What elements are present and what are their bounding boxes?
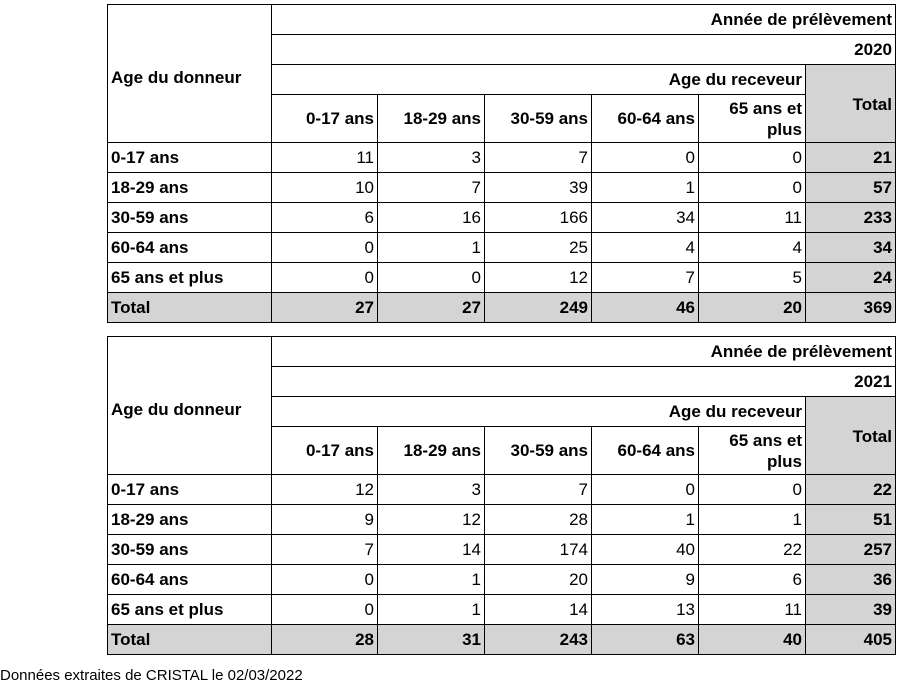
cell-value: 14 (485, 595, 592, 625)
column-total: 31 (378, 625, 485, 655)
cell-value: 34 (592, 203, 699, 233)
row-label: 30-59 ans (108, 203, 272, 233)
cell-value: 0 (272, 595, 378, 625)
cell-value: 12 (378, 505, 485, 535)
column-total: 20 (699, 293, 806, 323)
row-total: 36 (806, 565, 896, 595)
table-row (108, 595, 896, 625)
year-caption: Année de prélèvement (272, 5, 896, 35)
row-label: 0-17 ans (108, 475, 272, 505)
cell-value: 0 (699, 143, 806, 173)
column-header: 30-59 ans (485, 427, 592, 475)
cell-value: 10 (272, 173, 378, 203)
row-label: 65 ans et plus (108, 595, 272, 625)
column-total: 28 (272, 625, 378, 655)
donor-age-label: Age du donneur (111, 68, 242, 87)
table-row (108, 173, 896, 203)
column-header: 30-59 ans (485, 95, 592, 143)
donor-age-header (108, 5, 272, 143)
cell-value: 28 (485, 505, 592, 535)
total-row (108, 625, 896, 655)
total-row (108, 293, 896, 323)
cell-value: 13 (592, 595, 699, 625)
row-total: 34 (806, 233, 896, 263)
source-note: Données extraites de CRISTAL le 02/03/2022 (0, 667, 303, 684)
cell-value: 7 (485, 475, 592, 505)
table-row (108, 143, 896, 173)
column-total: 243 (485, 625, 592, 655)
year-caption: Année de prélèvement (272, 337, 896, 367)
column-header: 18-29 ans (378, 427, 485, 475)
cell-value: 0 (699, 173, 806, 203)
cell-value: 1 (592, 173, 699, 203)
row-total: 22 (806, 475, 896, 505)
cell-value: 0 (272, 263, 378, 293)
row-label: 18-29 ans (108, 505, 272, 535)
column-header: 65 ans et plus (699, 427, 806, 475)
column-header: 0-17 ans (272, 95, 378, 143)
row-total: 257 (806, 535, 896, 565)
row-total: 51 (806, 505, 896, 535)
column-total: 46 (592, 293, 699, 323)
total-row-label: Total (108, 625, 272, 655)
recipient-age-label: Age du receveur (272, 397, 806, 427)
column-header: 0-17 ans (272, 427, 378, 475)
cell-value: 1 (378, 595, 485, 625)
row-total: 24 (806, 263, 896, 293)
year-value: 2021 (272, 367, 896, 397)
cell-value: 12 (485, 263, 592, 293)
cell-value: 1 (592, 505, 699, 535)
cell-value: 6 (699, 565, 806, 595)
cell-value: 4 (592, 233, 699, 263)
cell-value: 166 (485, 203, 592, 233)
cell-value: 0 (272, 565, 378, 595)
cell-value: 3 (378, 475, 485, 505)
cell-value: 11 (699, 595, 806, 625)
cell-value: 5 (699, 263, 806, 293)
cell-value: 7 (378, 173, 485, 203)
total-row-label: Total (108, 293, 272, 323)
donor-age-header (108, 337, 272, 475)
row-label: 30-59 ans (108, 535, 272, 565)
cell-value: 16 (378, 203, 485, 233)
cell-value: 14 (378, 535, 485, 565)
cell-value: 12 (272, 475, 378, 505)
column-total: 27 (272, 293, 378, 323)
cell-value: 3 (378, 143, 485, 173)
cell-value: 6 (272, 203, 378, 233)
cell-value: 9 (272, 505, 378, 535)
cell-value: 1 (378, 565, 485, 595)
row-label: 65 ans et plus (108, 263, 272, 293)
table-row (108, 233, 896, 263)
table-row (108, 475, 896, 505)
row-label: 60-64 ans (108, 233, 272, 263)
cell-value: 9 (592, 565, 699, 595)
column-header: 60-64 ans (592, 427, 699, 475)
column-header: 18-29 ans (378, 95, 485, 143)
column-total: 249 (485, 293, 592, 323)
row-label: 60-64 ans (108, 565, 272, 595)
cell-value: 0 (592, 475, 699, 505)
cell-value: 22 (699, 535, 806, 565)
table-row (108, 535, 896, 565)
column-total: 27 (378, 293, 485, 323)
cell-value: 40 (592, 535, 699, 565)
table-2020 (107, 4, 896, 323)
cell-value: 0 (272, 233, 378, 263)
cell-value: 11 (272, 143, 378, 173)
cell-value: 11 (699, 203, 806, 233)
cell-value: 0 (592, 143, 699, 173)
cell-value: 0 (699, 475, 806, 505)
cell-value: 25 (485, 233, 592, 263)
cell-value: 20 (485, 565, 592, 595)
row-total: 21 (806, 143, 896, 173)
grand-total: 405 (806, 625, 896, 655)
row-total: 57 (806, 173, 896, 203)
cell-value: 7 (272, 535, 378, 565)
table-2021 (107, 336, 896, 655)
table-row (108, 263, 896, 293)
cell-value: 7 (485, 143, 592, 173)
row-total: 39 (806, 595, 896, 625)
column-total: 40 (699, 625, 806, 655)
cell-value: 39 (485, 173, 592, 203)
cell-value: 1 (699, 505, 806, 535)
recipient-age-label: Age du receveur (272, 65, 806, 95)
cell-value: 0 (378, 263, 485, 293)
table-row (108, 203, 896, 233)
donor-age-label: Age du donneur (111, 400, 242, 419)
cell-value: 174 (485, 535, 592, 565)
column-total: 63 (592, 625, 699, 655)
cell-value: 1 (378, 233, 485, 263)
cell-value: 7 (592, 263, 699, 293)
row-label: 18-29 ans (108, 173, 272, 203)
table-row (108, 505, 896, 535)
cell-value: 4 (699, 233, 806, 263)
column-header: 65 ans et plus (699, 95, 806, 143)
table-row (108, 565, 896, 595)
grand-total: 369 (806, 293, 896, 323)
row-total: 233 (806, 203, 896, 233)
year-value: 2020 (272, 35, 896, 65)
total-column-header: Total (806, 65, 896, 143)
row-label: 0-17 ans (108, 143, 272, 173)
total-column-header: Total (806, 397, 896, 475)
column-header: 60-64 ans (592, 95, 699, 143)
